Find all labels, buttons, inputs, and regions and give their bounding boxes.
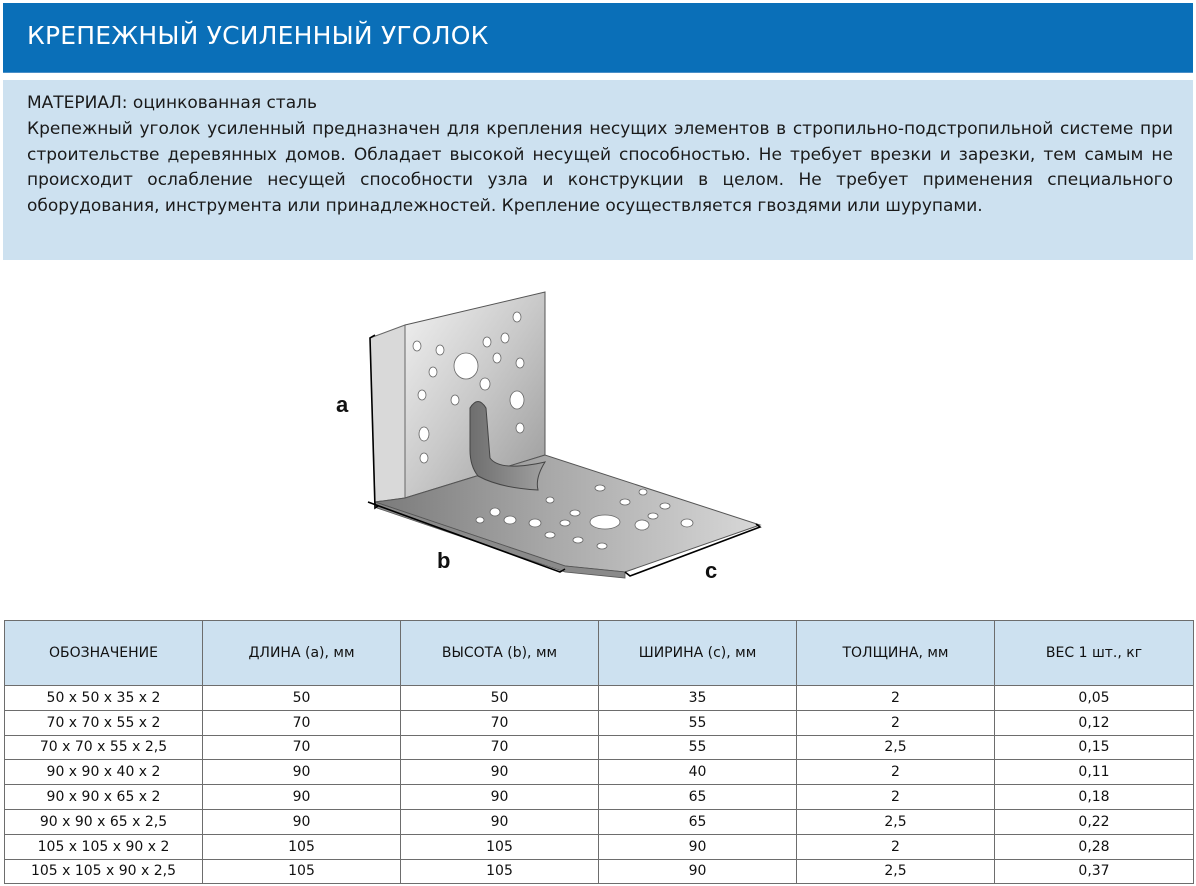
table-cell: 50 (401, 686, 599, 711)
table-cell: 70 (401, 710, 599, 735)
table-cell: 65 (599, 785, 797, 810)
table-cell: 70 (401, 735, 599, 760)
table-cell: 90 (401, 760, 599, 785)
title-bar (3, 3, 1193, 73)
column-header-thickness: ТОЛЩИНА, мм (797, 621, 995, 686)
table-cell: 0,11 (995, 760, 1194, 785)
table-cell: 2,5 (797, 859, 995, 884)
table-cell: 70 (203, 735, 401, 760)
table-cell: 90 (401, 809, 599, 834)
column-header-weight: ВЕС 1 шт., кг (995, 621, 1194, 686)
table-row (5, 859, 1194, 884)
table-cell: 105 (203, 834, 401, 859)
table-cell: 70 x 70 x 55 x 2,5 (5, 735, 203, 760)
table-header-row (5, 621, 1194, 686)
table-cell: 90 (401, 785, 599, 810)
column-header-length: ДЛИНА (a), мм (203, 621, 401, 686)
table-cell: 2,5 (797, 809, 995, 834)
table-cell: 2 (797, 760, 995, 785)
table-row (5, 735, 1194, 760)
specs-table (4, 620, 1194, 884)
table-row (5, 710, 1194, 735)
table-cell: 105 (401, 834, 599, 859)
table-row (5, 686, 1194, 711)
bracket-shape (370, 292, 760, 578)
table-cell: 50 (203, 686, 401, 711)
table-cell: 0,18 (995, 785, 1194, 810)
table-cell: 0,22 (995, 809, 1194, 834)
table-row (5, 785, 1194, 810)
table-cell: 90 x 90 x 65 x 2 (5, 785, 203, 810)
description-text: Крепежный уголок усиленный предназначен для крепления несущих элементов в стропильно-подстропильной системе при строительстве деревянных домов. Обладает высокой несущей способностью. Не требует врезки и зарезки, тем самым не происходит ослабление несущей способности узла и конструкции в целом. Не требует применения специального оборудования, инструмента или принадлежностей. Крепление осуществляется гвоздями или шурупами. (27, 119, 1173, 216)
table-row (5, 834, 1194, 859)
table-cell: 0,37 (995, 859, 1194, 884)
table-cell: 70 x 70 x 55 x 2 (5, 710, 203, 735)
table-cell: 105 x 105 x 90 x 2 (5, 834, 203, 859)
table-cell: 40 (599, 760, 797, 785)
dimension-label-b: b (437, 548, 451, 573)
table-cell: 105 x 105 x 90 x 2,5 (5, 859, 203, 884)
table-cell: 90 (203, 785, 401, 810)
table-cell: 50 x 50 x 35 x 2 (5, 686, 203, 711)
table-cell: 90 (599, 834, 797, 859)
table-cell: 90 x 90 x 65 x 2,5 (5, 809, 203, 834)
table-row (5, 809, 1194, 834)
table-cell: 105 (203, 859, 401, 884)
column-header-width: ШИРИНА (c), мм (599, 621, 797, 686)
table-cell: 90 (599, 859, 797, 884)
table-cell: 55 (599, 710, 797, 735)
table-cell: 105 (401, 859, 599, 884)
table-cell: 2 (797, 785, 995, 810)
table-cell: 90 (203, 809, 401, 834)
table-cell: 2 (797, 834, 995, 859)
table-cell: 70 (203, 710, 401, 735)
table-cell: 90 x 90 x 40 x 2 (5, 760, 203, 785)
table-cell: 55 (599, 735, 797, 760)
table-row (5, 760, 1194, 785)
table-cell: 2,5 (797, 735, 995, 760)
table-cell: 0,05 (995, 686, 1194, 711)
column-header-height: ВЫСОТА (b), мм (401, 621, 599, 686)
table-cell: 0,12 (995, 710, 1194, 735)
dimension-label-a: a (336, 392, 349, 417)
table-cell: 0,15 (995, 735, 1194, 760)
table-cell: 35 (599, 686, 797, 711)
dimension-label-c: c (705, 558, 718, 583)
table-cell: 90 (203, 760, 401, 785)
description-box (3, 80, 1193, 260)
table-cell: 2 (797, 710, 995, 735)
table-cell: 65 (599, 809, 797, 834)
page-title: КРЕПЕЖНЫЙ УСИЛЕННЫЙ УГОЛОК (27, 21, 489, 50)
bracket-diagram (320, 280, 780, 590)
material-line: МАТЕРИАЛ: оцинкованная сталь (27, 93, 318, 113)
table-cell: 2 (797, 686, 995, 711)
table-cell: 0,28 (995, 834, 1194, 859)
column-header-designation: ОБОЗНАЧЕНИЕ (5, 621, 203, 686)
